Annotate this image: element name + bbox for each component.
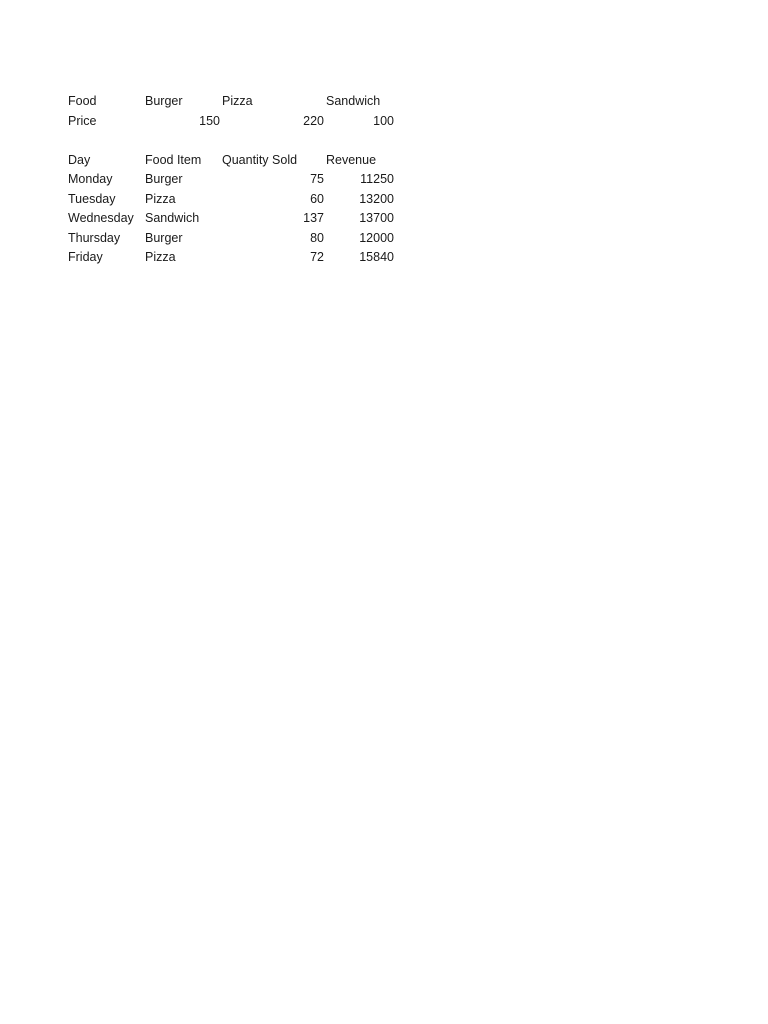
- price-label-cell[interactable]: Price: [68, 114, 97, 128]
- quantity-sold-cell[interactable]: 60: [310, 191, 324, 206]
- revenue-cell[interactable]: 11250: [360, 172, 394, 186]
- day-cell[interactable]: Friday: [68, 250, 103, 264]
- revenue-cell[interactable]: 15840: [359, 250, 394, 264]
- quantity-sold-cell[interactable]: 80: [310, 230, 324, 245]
- food-item-cell[interactable]: Burger: [145, 172, 183, 186]
- day-cell[interactable]: Tuesday: [68, 191, 116, 206]
- day-cell[interactable]: Monday: [68, 172, 113, 186]
- food-name-cell[interactable]: Sandwich: [326, 94, 381, 108]
- table-row: [0, 209, 768, 229]
- sales-table-header-row: [0, 151, 768, 171]
- header-food-item-cell[interactable]: Food Item: [145, 153, 202, 167]
- price-value-cell[interactable]: 150: [199, 114, 220, 128]
- quantity-sold-cell[interactable]: 75: [310, 172, 324, 186]
- day-cell[interactable]: Wednesday: [68, 211, 134, 225]
- food-item-cell[interactable]: Burger: [145, 230, 183, 245]
- food-item-cell[interactable]: Sandwich: [145, 211, 200, 225]
- revenue-cell[interactable]: 13200: [359, 191, 394, 206]
- header-day-cell[interactable]: Day: [68, 153, 91, 167]
- price-value-cell[interactable]: 100: [373, 114, 394, 128]
- header-quantity-sold-cell[interactable]: Quantity Sold: [222, 153, 298, 167]
- quantity-sold-cell[interactable]: 72: [310, 250, 324, 264]
- revenue-cell[interactable]: 12000: [359, 230, 394, 245]
- day-cell[interactable]: Thursday: [68, 230, 121, 245]
- price-table-food-row: [0, 92, 768, 112]
- table-row: [0, 170, 768, 190]
- food-name-cell[interactable]: Pizza: [222, 94, 253, 108]
- price-value-cell[interactable]: 220: [303, 114, 324, 128]
- header-revenue-cell[interactable]: Revenue: [326, 153, 377, 167]
- table-row: [0, 229, 768, 249]
- food-item-cell[interactable]: Pizza: [145, 250, 176, 264]
- quantity-sold-cell[interactable]: 137: [303, 211, 324, 225]
- food-item-cell[interactable]: Pizza: [145, 191, 176, 206]
- food-label-cell[interactable]: Food: [68, 94, 97, 108]
- price-table-price-row: [0, 112, 768, 132]
- food-name-cell[interactable]: Burger: [145, 94, 183, 108]
- revenue-cell[interactable]: 13700: [359, 211, 394, 225]
- table-row: [0, 190, 768, 210]
- table-row: [0, 248, 768, 268]
